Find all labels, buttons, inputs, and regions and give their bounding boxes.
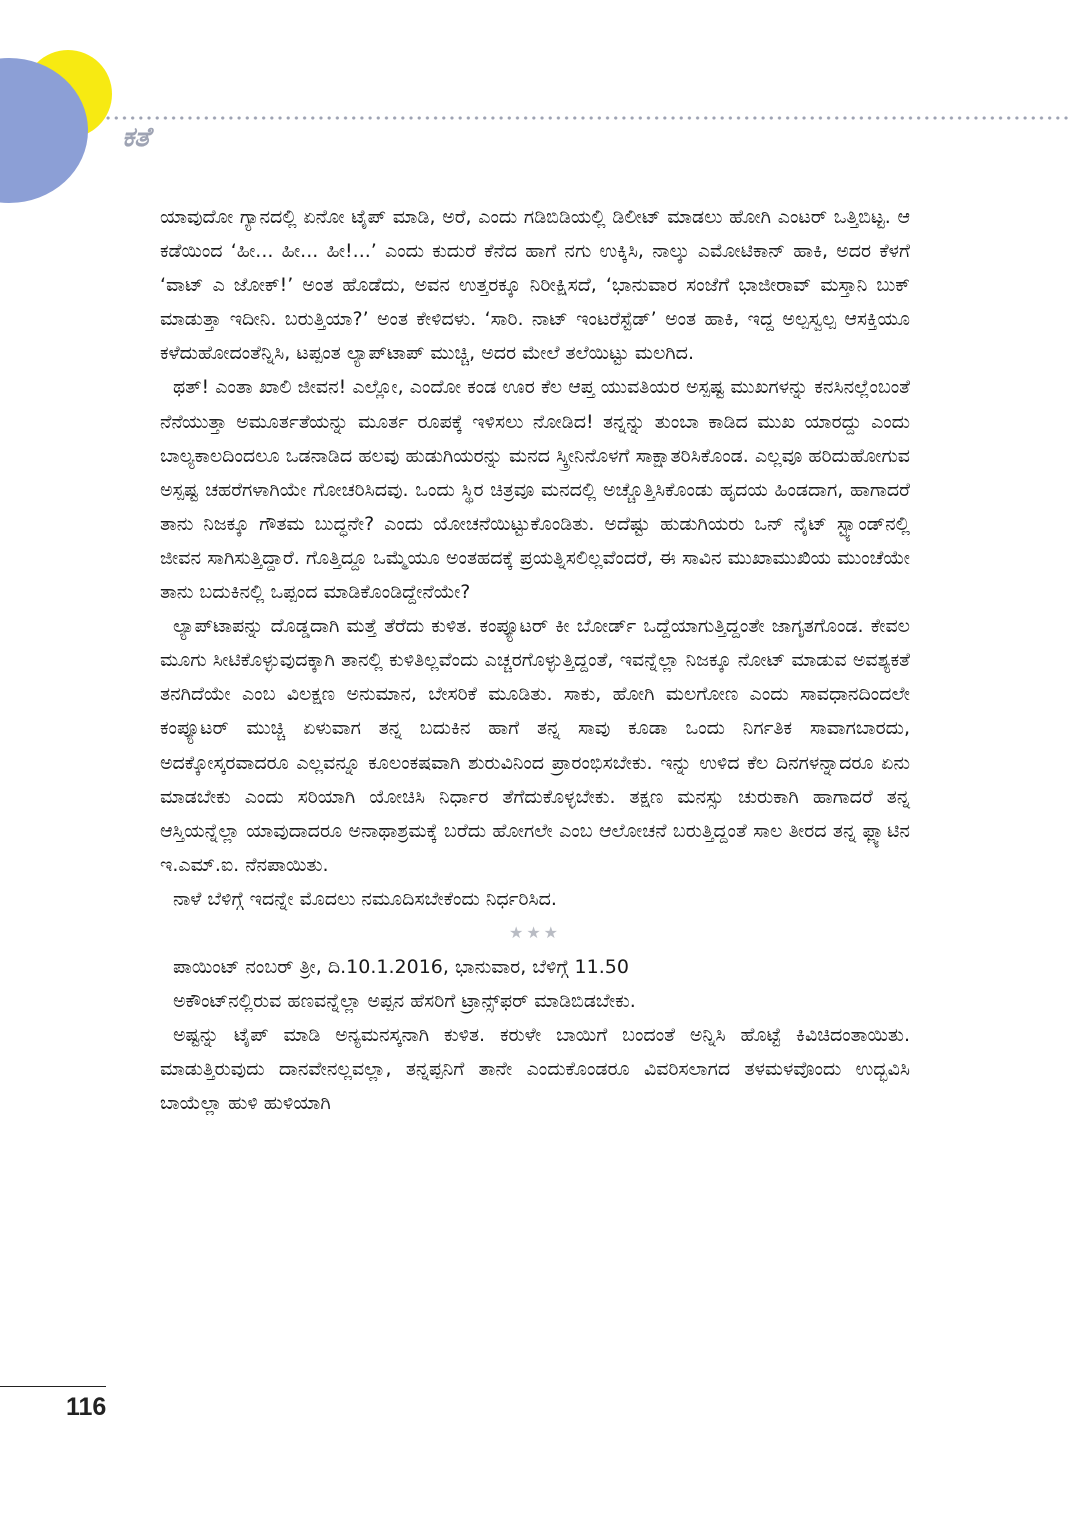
story-body <box>160 200 910 1120</box>
page-number: 116 <box>66 1393 107 1421</box>
dotted-header-rule <box>104 116 1072 120</box>
section-label: ಕತೆ <box>122 122 150 153</box>
paragraph: ನಾಳೆ ಬೆಳಿಗ್ಗೆ ಇದನ್ನೇ ಮೊದಲು ನಮೂದಿಸಬೇಕೆಂದು ನಿರ್ಧರಿಸಿದ. <box>173 887 557 910</box>
section-separator: ★★★ <box>508 922 562 942</box>
paragraph: ಲ್ಯಾಪ್‌ಟಾಪನ್ನು ದೊಡ್ಡದಾಗಿ ಮತ್ತೆ ತೆರೆದು ಕುಳಿತ. ಕಂಪ್ಯೂಟರ್ ಕೀ ಬೋರ್ಡ್ ಒದ್ದೆಯಾಗುತ್ತಿದ್ದಂತೇ ಜಾಗೃತಗೊಂಡ. ಕೇವಲ ಮೂಗು ಸೀಟಿಕೊಳ್ಳುವುದಕ್ಕಾಗಿ ತಾನಲ್ಲಿ ಕುಳಿತಿಲ್ಲವೆಂದು ಎಚ್ಚರಗೊಳ್ಳುತ್ತಿದ್ದಂತೆ, ಇವನ್ನೆಲ್ಲಾ ನಿಜಕ್ಕೂ ನೋಟ್ ಮಾಡುವ ಅವಶ್ಯಕತೆ ತನಗಿದೆಯೇ ಎಂಬ ವಿಲಕ್ಷಣ ಅನುಮಾನ, ಬೇಸರಿಕೆ ಮೂಡಿತು. ಸಾಕು, ಹೋಗಿ ಮಲಗೋಣ ಎಂದು ಸಾವಧಾನದಿಂದಲೇ ಕಂಪ್ಯೂಟರ್ ಮುಚ್ಚಿ ಏಳುವಾಗ ತನ್ನ ಬದುಕಿನ ಹಾಗೆ ತನ್ನ ಸಾವು ಕೂಡಾ ಒಂದು ನಿರ್ಗತಿಕ ಸಾವಾಗಬಾರದು, ಅದಕ್ಕೋಸ್ಕರವಾದರೂ ಎಲ್ಲವನ್ನೂ ಕೂಲಂಕಷವಾಗಿ ಶುರುವಿನಿಂದ ಪ್ರಾರಂಭಿಸಬೇಕು. ಇನ್ನು ಉಳಿದ ಕೆಲ ದಿನಗಳನ್ನಾದರೂ ಏನು ಮಾಡಬೇಕು ಎಂದು ಸರಿಯಾಗಿ ಯೋಚಿಸಿ ನಿರ್ಧಾರ ತೆಗೆದುಕೊಳ್ಳಬೇಕು. ತಕ್ಷಣ ಮನಸ್ಸು ಚುರುಕಾಗಿ ಹಾಗಾದರೆ ತನ್ನ ಆಸ್ತಿಯನ್ನೆಲ್ಲಾ ಯಾವುದಾದರೂ ಅನಾಥಾಶ್ರಮಕ್ಕೆ ಬರೆದು ಹೋಗಲೇ ಎಂಬ ಆಲೋಚನೆ ಬರುತ್ತಿದ್ದಂತೆ ಸಾಲ ತೀರದ ತನ್ನ ಫ್ಲ್ಯಾಟಿನ ಇ.ಎಮ್.ಐ. ನೆನಪಾಯಿತು. <box>160 615 910 876</box>
paragraph: ಪಾಯಿಂಟ್ ನಂಬರ್ ತ್ರೀ, ದಿ.10.1.2016, ಭಾನುವಾರ, ಬೆಳಿಗ್ಗೆ 11.50 <box>173 955 629 978</box>
paragraph: ಅಷ್ಟನ್ನು ಟೈಪ್ ಮಾಡಿ ಅನ್ಯಮನಸ್ಕನಾಗಿ ಕುಳಿತ. ಕರುಳೇ ಬಾಯಿಗೆ ಬಂದಂತೆ ಅನ್ನಿಸಿ ಹೊಟ್ಟೆ ಕಿವಿಚಿದಂತಾಯಿತು. ಮಾಡುತ್ತಿರುವುದು ದಾನವೇನಲ್ಲವಲ್ಲಾ, ತನ್ನಪ್ಪನಿಗೆ ತಾನೇ ಎಂದುಕೊಂಡರೂ ವಿವರಿಸಲಾಗದ ತಳಮಳವೊಂದು ಉದ್ಭವಿಸಿ ಬಾಯೆಲ್ಲಾ ಹುಳಿ ಹುಳಿಯಾಗಿ <box>160 1024 910 1115</box>
paragraph: ಥತ್! ಎಂತಾ ಖಾಲಿ ಜೀವನ! ಎಲ್ಲೋ, ಎಂದೋ ಕಂಡ ಊರ ಕೆಲ ಆಪ್ತ ಯುವತಿಯರ ಅಸ್ಪಷ್ಟ ಮುಖಗಳನ್ನು ಕನಸಿನಲ್ಲೆಂಬಂತೆ ನೆನೆಯುತ್ತಾ ಅಮೂರ್ತತೆಯನ್ನು ಮೂರ್ತ ರೂಪಕ್ಕೆ ಇಳಿಸಲು ನೋಡಿದ! ತನ್ನನ್ನು ತುಂಬಾ ಕಾಡಿದ ಮುಖ ಯಾರದ್ದು ಎಂದು ಬಾಲ್ಯಕಾಲದಿಂದಲೂ ಒಡನಾಡಿದ ಹಲವು ಹುಡುಗಿಯರನ್ನು ಮನದ ಸ್ಕ್ರೀನಿನೊಳಗೆ ಸಾಕ್ಷಾತರಿಸಿಕೊಂಡ. ಎಲ್ಲವೂ ಹರಿದುಹೋಗುವ ಅಸ್ಪಷ್ಟ ಚಹರೆಗಳಾಗಿಯೇ ಗೋಚರಿಸಿದವು. ಒಂದು ಸ್ಥಿರ ಚಿತ್ರವೂ ಮನದಲ್ಲಿ ಅಚ್ಚೊತ್ತಿಸಿಕೊಂಡು ಹೃದಯ ಹಿಂಡದಾಗ, ಹಾಗಾದರೆ ತಾನು ನಿಜಕ್ಕೂ ಗೌತಮ ಬುದ್ಧನೇ? ಎಂದು ಯೋಚನೆಯಿಟ್ಟುಕೊಂಡಿತು. ಅದೆಷ್ಟು ಹುಡುಗಿಯರು ಒನ್ ನೈಟ್ ಸ್ಟ್ಯಾಂಡ್‌ನಲ್ಲಿ ಜೀವನ ಸಾಗಿಸುತ್ತಿದ್ದಾರೆ. ಗೊತ್ತಿದ್ದೂ ಒಮ್ಮೆಯೂ ಅಂತಹದಕ್ಕೆ ಪ್ರಯತ್ನಿಸಲಿಲ್ಲವೆಂದರೆ, ಈ ಸಾವಿನ ಮುಖಾಮುಖಿಯ ಮುಂಚೆಯೇ ತಾನು ಬದುಕಿನಲ್ಲಿ ಒಪ್ಪಂದ ಮಾಡಿಕೊಂಡಿದ್ದೇನೆಯೇ? <box>160 376 910 604</box>
paragraph: ಅಕೌಂಟ್‌ನಲ್ಲಿರುವ ಹಣವನ್ನೆಲ್ಲಾ ಅಪ್ಪನ ಹೆಸರಿಗೆ ಟ್ರಾನ್ಸ್‌ಫರ್ ಮಾಡಿಬಿಡಬೇಕು. <box>173 990 636 1013</box>
paragraph: ಯಾವುದೋ ಗ್ಯಾನದಲ್ಲಿ ಏನೋ ಟೈಪ್ ಮಾಡಿ, ಅರೆ, ಎಂದು ಗಡಿಬಿಡಿಯಲ್ಲಿ ಡಿಲೀಟ್ ಮಾಡಲು ಹೋಗಿ ಎಂಟರ್ ಒತ್ತಿಬಿಟ್ಟ. ಆ ಕಡೆಯಿಂದ ‘ಹೀ... ಹೀ... ಹೀ!...’ ಎಂದು ಕುದುರೆ ಕೆನೆದ ಹಾಗೆ ನಗು ಉಕ್ಕಿಸಿ, ನಾಲ್ಕು ಎಮೋಟಿಕಾನ್ ಹಾಕಿ, ಅದರ ಕೆಳಗೆ ‘ವಾಟ್ ಎ ಜೋಕ್!’ ಅಂತ ಹೊಡೆದು, ಅವನ ಉತ್ತರಕ್ಕೂ ನಿರೀಕ್ಷಿಸದೆ, ‘ಭಾನುವಾರ ಸಂಜೆಗೆ ಭಾಜೀರಾವ್ ಮಸ್ತಾನಿ ಬುಕ್ ಮಾಡುತ್ತಾ ಇದೀನಿ. ಬರುತ್ತಿಯಾ?’ ಅಂತ ಕೇಳಿದಳು. ‘ಸಾರಿ. ನಾಟ್ ಇಂಟರೆಸ್ಟೆಡ್’ ಅಂತ ಹಾಕಿ, ಇದ್ದ ಅಲ್ಪಸ್ವಲ್ಪ ಆಸಕ್ತಿಯೂ ಕಳೆದುಹೋದಂತೆನ್ನಿಸಿ, ಟಪ್ಪಂತ ಲ್ಯಾಪ್‌ಟಾಪ್ ಮುಚ್ಚಿ, ಅದರ ಮೇಲೆ ತಲೆಯಿಟ್ಟು ಮಲಗಿದ. <box>160 206 910 365</box>
footer-rule <box>0 1386 106 1387</box>
